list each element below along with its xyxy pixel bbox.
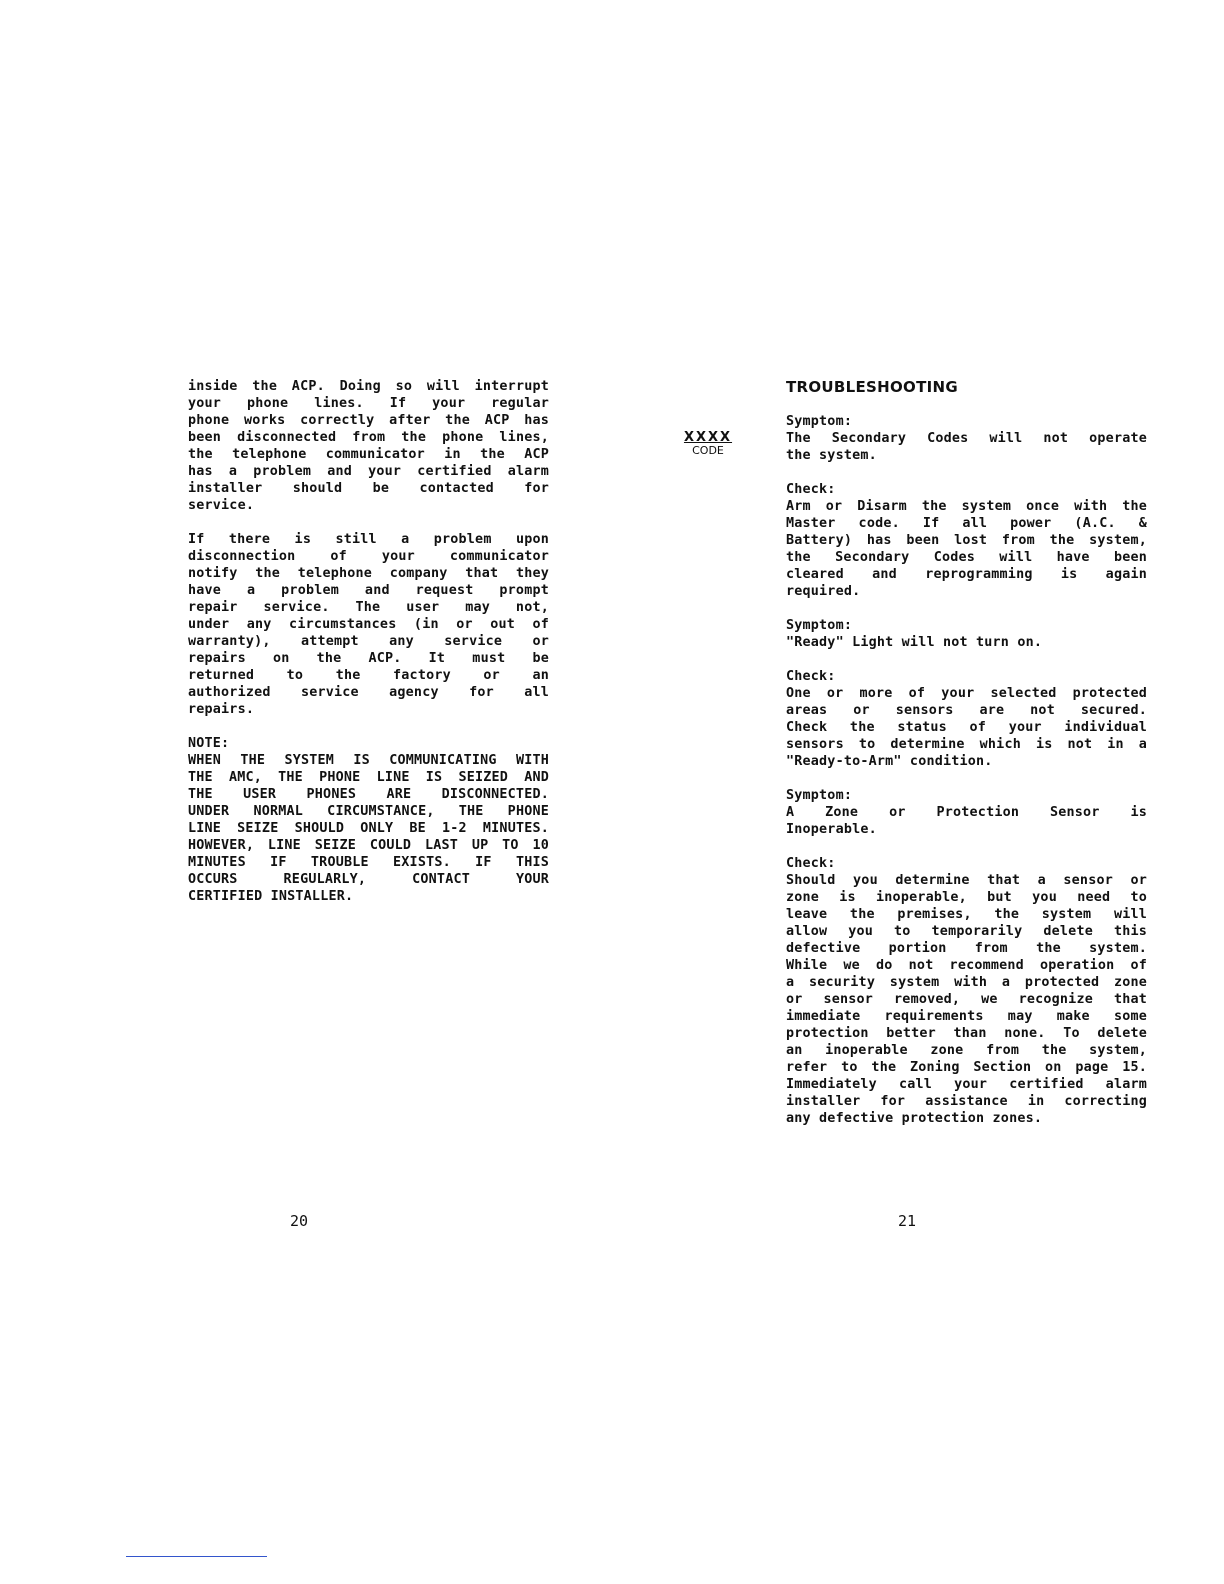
check-label: Check: — [786, 669, 836, 684]
text-line: disconnection of your communicator — [188, 549, 549, 564]
bottom-rule — [126, 1556, 267, 1557]
right-page-text — [786, 378, 1147, 1144]
text-line: Immediately call your certified alarm — [786, 1077, 1147, 1092]
text-line: has a problem and your certified alarm — [188, 464, 549, 479]
text-line: authorized service agency for all — [188, 685, 549, 700]
text-line: Check the status of your individual — [786, 720, 1147, 735]
symptom-label: Symptom: — [786, 618, 853, 633]
text-line: Should you determine that a sensor or — [786, 873, 1147, 888]
text-line: The Secondary Codes will not operate — [786, 431, 1147, 446]
text-line: installer should be contacted for — [188, 481, 549, 496]
text-line: Master code. If all power (A.C. & — [786, 516, 1147, 531]
text-line: THE AMC, THE PHONE LINE IS SEIZED AND — [188, 770, 549, 785]
section-text — [786, 634, 1147, 651]
text-line: "Ready-to-Arm" condition. — [786, 754, 993, 769]
text-line: the Secondary Codes will have been — [786, 550, 1147, 565]
text-line: service. — [188, 498, 255, 513]
text-line: phone works correctly after the ACP has — [188, 413, 549, 428]
text-line: WHEN THE SYSTEM IS COMMUNICATING WITH — [188, 753, 549, 768]
code-icon-label: CODE — [692, 444, 724, 457]
text-line: UNDER NORMAL CIRCUMSTANCE, THE PHONE — [188, 804, 549, 819]
text-line: or sensor removed, we recognize that — [786, 992, 1147, 1007]
check-label: Check: — [786, 482, 836, 497]
text-line: inside the ACP. Doing so will interrupt — [188, 379, 549, 394]
text-line: installer for assistance in correcting — [786, 1094, 1147, 1109]
text-line: leave the premises, the system will — [786, 907, 1147, 922]
text-line: Arm or Disarm the system once with the — [786, 499, 1147, 514]
section-text — [786, 872, 1147, 1127]
text-line: an inoperable zone from the system, — [786, 1043, 1147, 1058]
text-line: required. — [786, 584, 861, 599]
text-line: If there is still a problem upon — [188, 532, 549, 547]
text-line: repairs. — [188, 702, 255, 717]
section-text — [786, 430, 1147, 464]
paragraph-communicator-problem — [188, 531, 549, 718]
check-block — [786, 855, 1147, 1127]
text-line: CERTIFIED INSTALLER. — [188, 889, 354, 904]
text-line: cleared and reprogramming is again — [786, 567, 1147, 582]
text-line: areas or sensors are not secured. — [786, 703, 1147, 718]
text-line: repair service. The user may not, — [188, 600, 549, 615]
text-line: OCCURS REGULARLY, CONTACT YOUR — [188, 872, 549, 887]
note-text — [188, 752, 549, 905]
check-block — [786, 481, 1147, 600]
code-icon-marks: XXXX — [683, 430, 733, 445]
section-text — [786, 804, 1147, 838]
text-line: repairs on the ACP. It must be — [188, 651, 549, 666]
text-line: "Ready" Light will not turn on. — [786, 635, 1043, 650]
text-line: refer to the Zoning Section on page 15. — [786, 1060, 1147, 1075]
section-text — [786, 685, 1147, 770]
section-text — [786, 498, 1147, 600]
text-line: immediate requirements may make some — [786, 1009, 1147, 1024]
text-line: Inoperable. — [786, 822, 877, 837]
text-line: allow you to temporarily delete this — [786, 924, 1147, 939]
symptom-block — [786, 413, 1147, 464]
text-line: any defective protection zones. — [786, 1111, 1043, 1126]
note-label: NOTE: — [188, 736, 230, 751]
symptom-block — [786, 617, 1147, 651]
text-line: under any circumstances (in or out of — [188, 617, 549, 632]
text-line: been disconnected from the phone lines, — [188, 430, 549, 445]
text-line: sensors to determine which is not in a — [786, 737, 1147, 752]
left-page-text — [188, 378, 549, 922]
text-line: protection better than none. To delete — [786, 1026, 1147, 1041]
section-heading-troubleshooting: TROUBLESHOOTING — [786, 378, 958, 396]
text-line: THE USER PHONES ARE DISCONNECTED. — [188, 787, 549, 802]
check-label: Check: — [786, 856, 836, 871]
text-line: returned to the factory or an — [188, 668, 549, 683]
text-line: notify the telephone company that they — [188, 566, 549, 581]
text-line: LINE SEIZE SHOULD ONLY BE 1-2 MINUTES. — [188, 821, 549, 836]
text-line: MINUTES IF TROUBLE EXISTS. IF THIS — [188, 855, 549, 870]
text-line: a security system with a protected zone — [786, 975, 1147, 990]
page-number-right: 21 — [898, 1212, 917, 1230]
note-block — [188, 735, 549, 905]
text-line: the system. — [786, 448, 877, 463]
page-number-left: 20 — [290, 1212, 309, 1230]
paragraph-acp-interrupt — [188, 378, 549, 514]
text-line: have a problem and request prompt — [188, 583, 549, 598]
text-line: A Zone or Protection Sensor is — [786, 805, 1147, 820]
text-line: One or more of your selected protected — [786, 686, 1147, 701]
text-line: While we do not recommend operation of — [786, 958, 1147, 973]
symptom-block — [786, 787, 1147, 838]
symptom-label: Symptom: — [786, 414, 853, 429]
text-line: warranty), attempt any service or — [188, 634, 549, 649]
symptom-label: Symptom: — [786, 788, 853, 803]
text-line: HOWEVER, LINE SEIZE COULD LAST UP TO 10 — [188, 838, 549, 853]
code-icon — [682, 431, 734, 457]
text-line: zone is inoperable, but you need to — [786, 890, 1147, 905]
text-line: the telephone communicator in the ACP — [188, 447, 549, 462]
text-line: Battery) has been lost from the system, — [786, 533, 1147, 548]
text-line: defective portion from the system. — [786, 941, 1147, 956]
check-block — [786, 668, 1147, 770]
text-line: your phone lines. If your regular — [188, 396, 549, 411]
